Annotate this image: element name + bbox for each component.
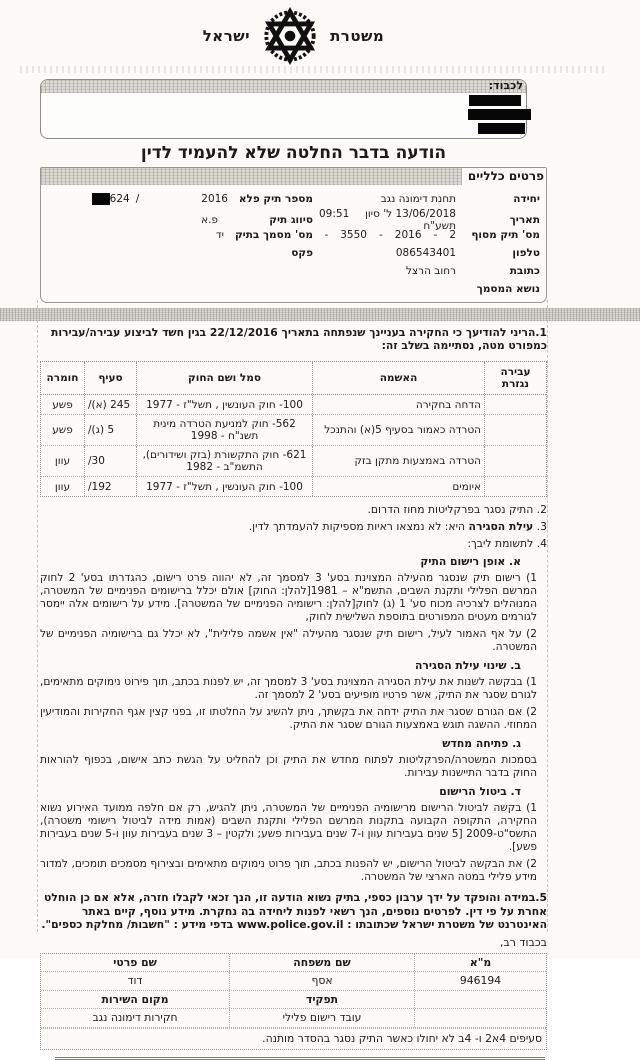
paragraph-5: 5.במידה והופקד על ידך ערבון כספי, בתיק נשוא הודעה זו, הנך זכאי לקבלו חזרה, אלא אם כן הוחלט אחרת על פי דין. לפרטים נוספים, הנך רשאי לפנות ליחידה בה נחקרת. מידע נוסף, קיים באתר האינטרנט של משטרת ישראל שכתובתו : www.police.gov.il בדפי מידע : "חשבות/ מחלקת כספים".	[41, 891, 547, 931]
section-c-paragraph: בסמכות המשטרה/הפרקליטות לפתוח מחדש את התיק וכן להחליט על הגשת כתב אישום, בכפוף להוראות החוק בדבר התיישנות עבירות.	[40, 754, 537, 779]
cell-section: 30/	[84, 446, 136, 476]
addressee-box	[40, 79, 527, 139]
fax-label: פקס	[291, 247, 313, 259]
id-number-value: 946194	[414, 972, 546, 990]
lastname-value: אסף	[229, 972, 414, 990]
role-header: תפקיד	[229, 991, 414, 1008]
detail-row-unit	[45, 190, 540, 208]
cell-section: 5 (ג)/	[84, 415, 136, 445]
cell-charge: איומים	[312, 477, 484, 496]
israel-police-emblem-icon	[262, 8, 318, 64]
pele-file-label: מספר תיק פלא	[238, 193, 313, 205]
service-place-header: מקום השירות	[101, 992, 169, 1006]
paragraph-1: 1.הריני להודיעך כי החקירה בעניינך שנפתחה בתאריך 22/12/2016 בגין חשד לביצוע עבירה/עבירות כמפורט מטה, נסתיימה בשלב זה:	[50, 326, 547, 352]
redaction-bar	[92, 193, 110, 205]
pele-file-value	[45, 193, 228, 205]
unit-value: תחנת דימונה נגב	[380, 193, 456, 205]
address-value: רחוב הרצל	[405, 265, 456, 277]
signature-values-row	[41, 972, 546, 991]
redaction-bar	[478, 123, 525, 134]
addressee-label: לכבוד:	[488, 79, 523, 92]
cell-derived	[484, 446, 546, 476]
col-header-severity: חומרה	[46, 372, 79, 384]
masthead	[40, 0, 547, 64]
section-d-paragraph-1: 1) בקשה לביטול הרישום מרישומיה הפנימיים של המשטרה, ניתן להגיש, רק אם חלפה ממועד האירוע נשוא החקירה, התקופה הקבועה בתקנות המרשם הפלילי ותקנת השבים (אמות מידה לביטול רישומי משטרה), התשס"ט-2009 [5 שנים בעבירות עוון ו-7 שנים בעבירות פשע; ולקטין – 3 שנים בעבירות עוון ו-5 שנים בעבירות פשע].	[40, 802, 537, 853]
cell-charge: הטרדה כאמור בסעיף 5(א) והתנכל	[312, 415, 484, 445]
redaction-bar	[469, 95, 521, 106]
cell-section: 192/	[84, 477, 136, 496]
cell-charge: הטרדה באמצעות מתקן בזק	[312, 446, 484, 476]
cell-severity: פשע	[52, 398, 73, 411]
cell-section: 245 (א)/	[84, 395, 136, 414]
pele-number: 624	[109, 193, 130, 205]
redacted-addressee	[468, 95, 521, 134]
doc-number-value: יד	[215, 229, 224, 241]
table-row	[41, 415, 546, 446]
cell-charge: הדחה בחקירה	[312, 395, 484, 414]
pele-slash: /	[135, 193, 140, 205]
cell-derived	[484, 415, 546, 445]
detail-row-terminal	[45, 226, 540, 244]
cell-severity: עוון	[54, 480, 71, 493]
detail-row-address	[45, 262, 540, 280]
scan-noise-band	[20, 66, 607, 73]
section-d-paragraph-2: 2) את הבקשה לביטול הרישום, יש להפנות בכתב, תוך פרוט נימוקים מתאימים ובצירוף מסמכים תומכים, למדור מידע פלילי במטה הארצי של המשטרה.	[40, 858, 537, 883]
id-number-header: מ"א	[414, 954, 546, 971]
closing-salutation: בכבוד רב,	[499, 935, 547, 949]
date-label: תאריך	[509, 214, 540, 226]
unit-label: יחידה	[513, 193, 540, 205]
cell-law: 621- חוק התקשורת (בזק ושידורים), התשמ"ב - 1982	[136, 446, 312, 476]
closure-reason-label: עילת הסגירה	[468, 520, 534, 533]
cell-law: 562- חוק למניעת הטרדה מינית תשנ"ח - 1998	[136, 415, 312, 445]
general-details-box	[40, 185, 547, 303]
cell-law: 100- חוק העונשין , תשל"ז - 1977	[136, 395, 312, 414]
signature-box	[40, 953, 547, 1050]
section-a-title: א. אופן רישום התיק	[420, 555, 521, 568]
document-title: הודעה בדבר החלטה שלא להעמיד לדין	[140, 143, 447, 163]
table-row	[41, 446, 546, 477]
col-header-charge: האשמה	[312, 362, 484, 394]
doc-number-label: מס' מסמך בתיק	[234, 229, 313, 241]
phone-label: טלפון	[512, 247, 540, 259]
redaction-bar	[468, 109, 531, 120]
cell-severity: פשע	[52, 424, 73, 436]
org-name-left: ישראל	[202, 27, 251, 45]
scan-separator-band	[0, 308, 640, 321]
classification-label: סיווג תיק	[269, 214, 313, 226]
signature-role-values-row	[41, 1009, 546, 1028]
date-hebrew: ל' סיון תשע"ח	[365, 208, 456, 232]
table-row	[41, 395, 546, 415]
section-c-title: ג. פתיחה מחדש	[442, 737, 521, 750]
firstname-header: שם פרטי	[113, 955, 157, 969]
terminal-file-value: 2 - 2016 - 3550 -	[324, 229, 456, 241]
bottom-rule	[55, 1057, 545, 1060]
org-name-right: משטרת	[330, 27, 385, 45]
address-label: כתובת	[509, 265, 540, 277]
cell-severity: עוון	[54, 455, 71, 467]
section-a-paragraph-2: 2) על אף האמור לעיל, רישום תיק שנסגר מהעילה "אין אשמה פלילית", לא יכלל גם ברישומיה הפנימיים של המשטרה.	[40, 628, 537, 653]
conditional-arrangement-note: סעיפים 4א2 ו- 4ב לא יחולו כאשר התיק נסגר בהסדר מותנה.	[41, 1028, 546, 1049]
col-header-section: סעיף	[84, 362, 136, 394]
cell-derived	[484, 477, 546, 496]
paragraph-3: 3. עילת הסגירה היא: לא נמצאו ראיות מספיקות להעמדתך לדין.	[248, 520, 547, 533]
terminal-file-label: מס' תיק מסוף	[471, 229, 540, 241]
lastname-header: שם משפחה	[229, 954, 414, 971]
cell-derived	[484, 395, 546, 414]
classification-value: פ.א	[201, 214, 218, 226]
col-header-derived-offense: עבירה נגזרת	[484, 362, 546, 394]
cell-law: 100- חוק העונשין , תשל"ז - 1977	[136, 477, 312, 496]
addressee-band	[41, 80, 526, 93]
col-header-law: סמל ושם החוק	[136, 362, 312, 394]
paragraph-2: 2. התיק נסגר בפרקליטות מחוז הדרום.	[367, 503, 547, 516]
phone-value: 086543401	[395, 247, 456, 259]
signature-header-row	[41, 954, 546, 972]
table-row	[41, 477, 546, 496]
general-section-title: פרטים כלליים	[462, 168, 546, 185]
detail-row-date	[45, 208, 540, 232]
offense-table-header	[41, 362, 546, 395]
detail-row-phone	[45, 244, 540, 262]
detail-row-subject	[45, 280, 540, 298]
paragraph-4: 4. לתשומת ליבך:	[467, 537, 547, 550]
section-b-paragraph-2: 2) אם הגורם שסגר את התיק ידחה את בקשתך, ניתן להשיג על החלטתו זו, בפני קצין אגף החקירות והמודיעין המחוזי. ההשגה תוגש באמצעות הגורם שסגר את התיק.	[40, 706, 537, 731]
service-place-value: חקירות דימונה נגב	[92, 1011, 178, 1024]
section-b-paragraph-1: 1) בבקשה לשנות את עילת הסגירה המצוינת בסע' 3 למסמך זה, יש לפנות בכתב, תוך פירוט נימוקים מתאימים, לגורם שסגר את התיק, אשר פרטיו מופיעים בסע' 2 למסמך זה.	[40, 676, 537, 701]
time-value: 09:51	[319, 208, 350, 220]
subject-label: נושא המסמך	[476, 283, 540, 295]
section-b-title: ב. שינוי עילת הסגירה	[414, 659, 521, 672]
firstname-value: דוד	[127, 974, 143, 987]
section-d-title: ד. ביטול הרישום	[439, 785, 521, 798]
offense-table	[40, 361, 547, 497]
signature-role-header-row	[41, 991, 546, 1009]
pele-year: 2016	[201, 193, 228, 205]
role-value: עובד רישום פלילי	[229, 1009, 414, 1027]
section-a-paragraph-1: 1) רישום תיק שנסגר מהעילה המצוינת בסע' 3 למסמך זה, לא יהווה פרט רישום, כהגדרתו בסע' 2 לחוק המרשם הפלילי ותקנת השבים, התשמ"א – 1981[להלן: החוק] אולם יכלל ברישומים הפנימיים של המשטרה, המנוהלים לצרכיה מכוח סע' 1 (ג) לחוק[להלן: רישומיה הפנימיים של המשטרה]. מידע על רישומים אלה יימסר לגורמים מעטים המפורטים בתוספת השלישית לחוק,	[40, 572, 537, 623]
general-section-header	[40, 167, 547, 185]
date-gregorian: 13/06/2018	[395, 208, 456, 220]
